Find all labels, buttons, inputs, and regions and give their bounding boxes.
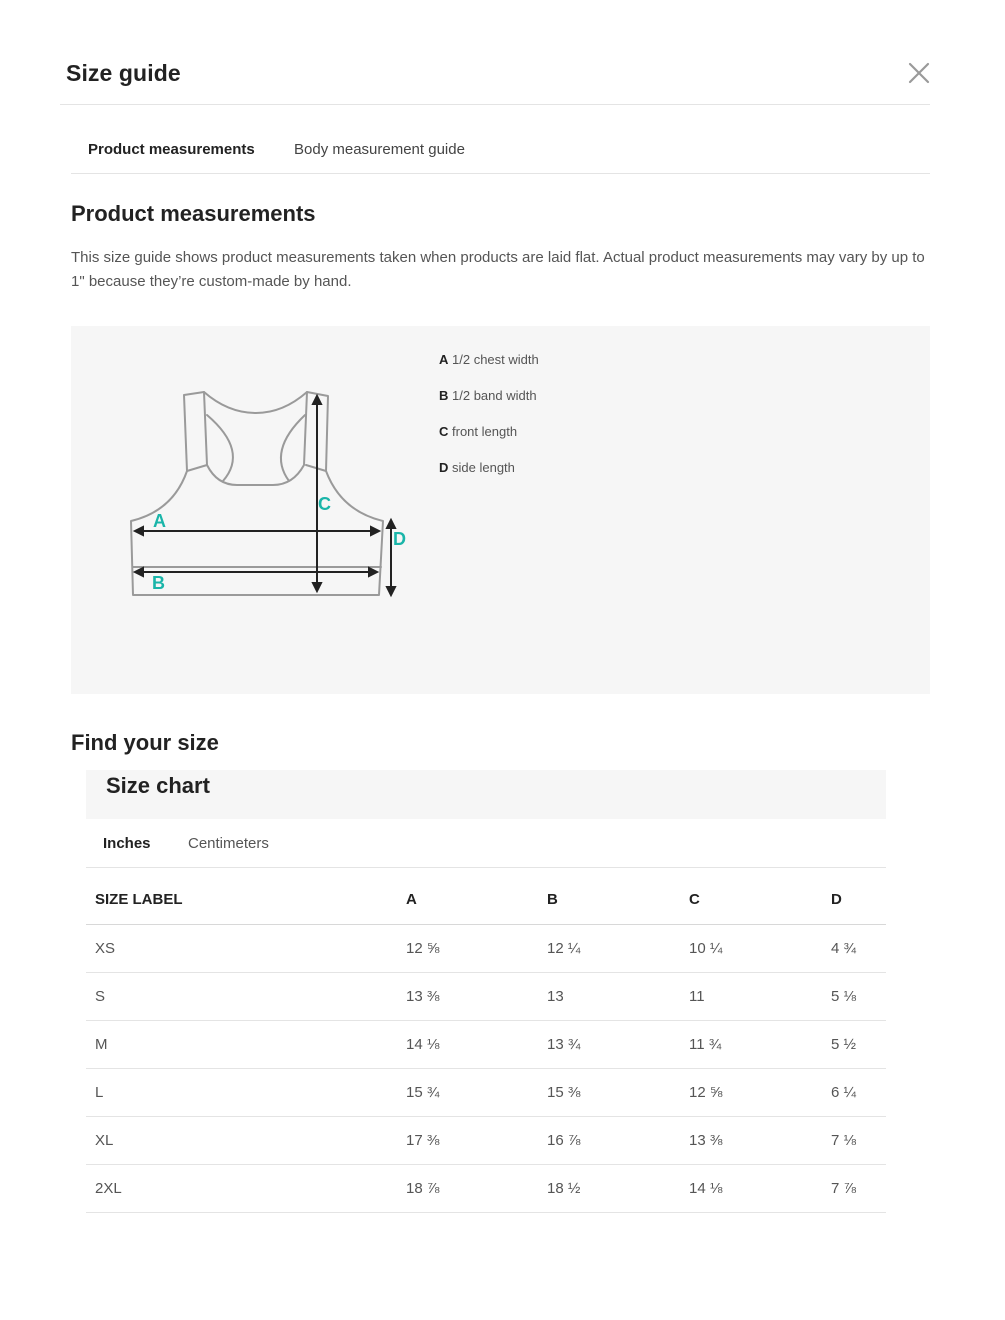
sports-bra-diagram [121,381,421,606]
cell-size: 2XL [86,1164,397,1212]
header-b: B [538,876,680,924]
size-chart-title: Size chart [106,773,210,798]
cell-c: 11 [680,972,822,1020]
cell-size: XS [86,924,397,972]
cell-d: 6 ¼ [822,1068,886,1116]
garment-outline [131,392,383,595]
tab-body-measurement-guide[interactable]: Body measurement guide [294,141,465,158]
back-strap-left [204,392,307,485]
cell-b: 12 ¼ [538,924,680,972]
product-measurements-description: This size guide shows product measurements taken when products are laid flat. Actual product measurements may vary by up to 1" because they’re custom-made by hand. [71,249,925,290]
cell-a: 15 ¾ [397,1068,538,1116]
size-chart-header [86,770,886,819]
cell-c: 11 ¾ [680,1020,822,1068]
diagram-label-c: C [318,494,331,514]
size-table [86,876,886,1213]
cell-a: 13 ⅜ [397,972,538,1020]
cell-b: 18 ½ [538,1164,680,1212]
cell-b: 15 ⅜ [538,1068,680,1116]
left-armhole-seam [187,465,207,471]
diagram-label-d: D [393,529,406,549]
cell-b: 13 ¾ [538,1020,680,1068]
table-row [86,1164,886,1212]
table-row [86,1020,886,1068]
measurement-legend [439,351,539,495]
cell-a: 18 ⅞ [397,1164,538,1212]
cell-c: 13 ⅜ [680,1116,822,1164]
cell-b: 16 ⅞ [538,1116,680,1164]
cell-size: L [86,1068,397,1116]
cell-a: 17 ⅜ [397,1116,538,1164]
cell-d: 5 ⅛ [822,972,886,1020]
cell-d: 5 ½ [822,1020,886,1068]
tab-product-measurements[interactable]: Product measurements [88,141,255,158]
close-button[interactable] [908,62,930,84]
diagram-label-b: B [152,573,165,593]
cell-c: 14 ⅛ [680,1164,822,1212]
header-size-label: SIZE LABEL [86,876,397,924]
cell-a: 12 ⅝ [397,924,538,972]
size-guide-tabs [71,130,930,174]
header-c: C [680,876,822,924]
modal-header [60,0,930,105]
back-racer-right [281,415,305,481]
close-icon[interactable] [908,62,930,84]
cell-c: 12 ⅝ [680,1068,822,1116]
measurement-diagram-panel [71,326,930,694]
legend-item-c: C front length [439,424,518,439]
diagram-label-a: A [153,511,166,531]
cell-d: 7 ⅞ [822,1164,886,1212]
legend-item-d: D side length [439,460,515,475]
find-your-size-heading: Find your size [71,730,219,755]
cell-size: S [86,972,397,1020]
legend-item-b: B 1/2 band width [439,388,537,403]
cell-d: 7 ⅛ [822,1116,886,1164]
table-row [86,1068,886,1116]
legend-item-a: A 1/2 chest width [439,352,539,367]
cell-d: 4 ¾ [822,924,886,972]
table-row [86,924,886,972]
tab-inches[interactable]: Inches [103,835,151,852]
tab-centimeters[interactable]: Centimeters [188,835,269,852]
product-measurements-heading: Product measurements [71,201,316,226]
cell-b: 13 [538,972,680,1020]
unit-tabs [86,820,886,868]
cell-size: M [86,1020,397,1068]
header-a: A [397,876,538,924]
table-header-row [86,876,886,924]
modal-title: Size guide [66,60,181,86]
table-row [86,1116,886,1164]
cell-a: 14 ⅛ [397,1020,538,1068]
header-d: D [822,876,886,924]
table-row [86,972,886,1020]
cell-c: 10 ¼ [680,924,822,972]
cell-size: XL [86,1116,397,1164]
